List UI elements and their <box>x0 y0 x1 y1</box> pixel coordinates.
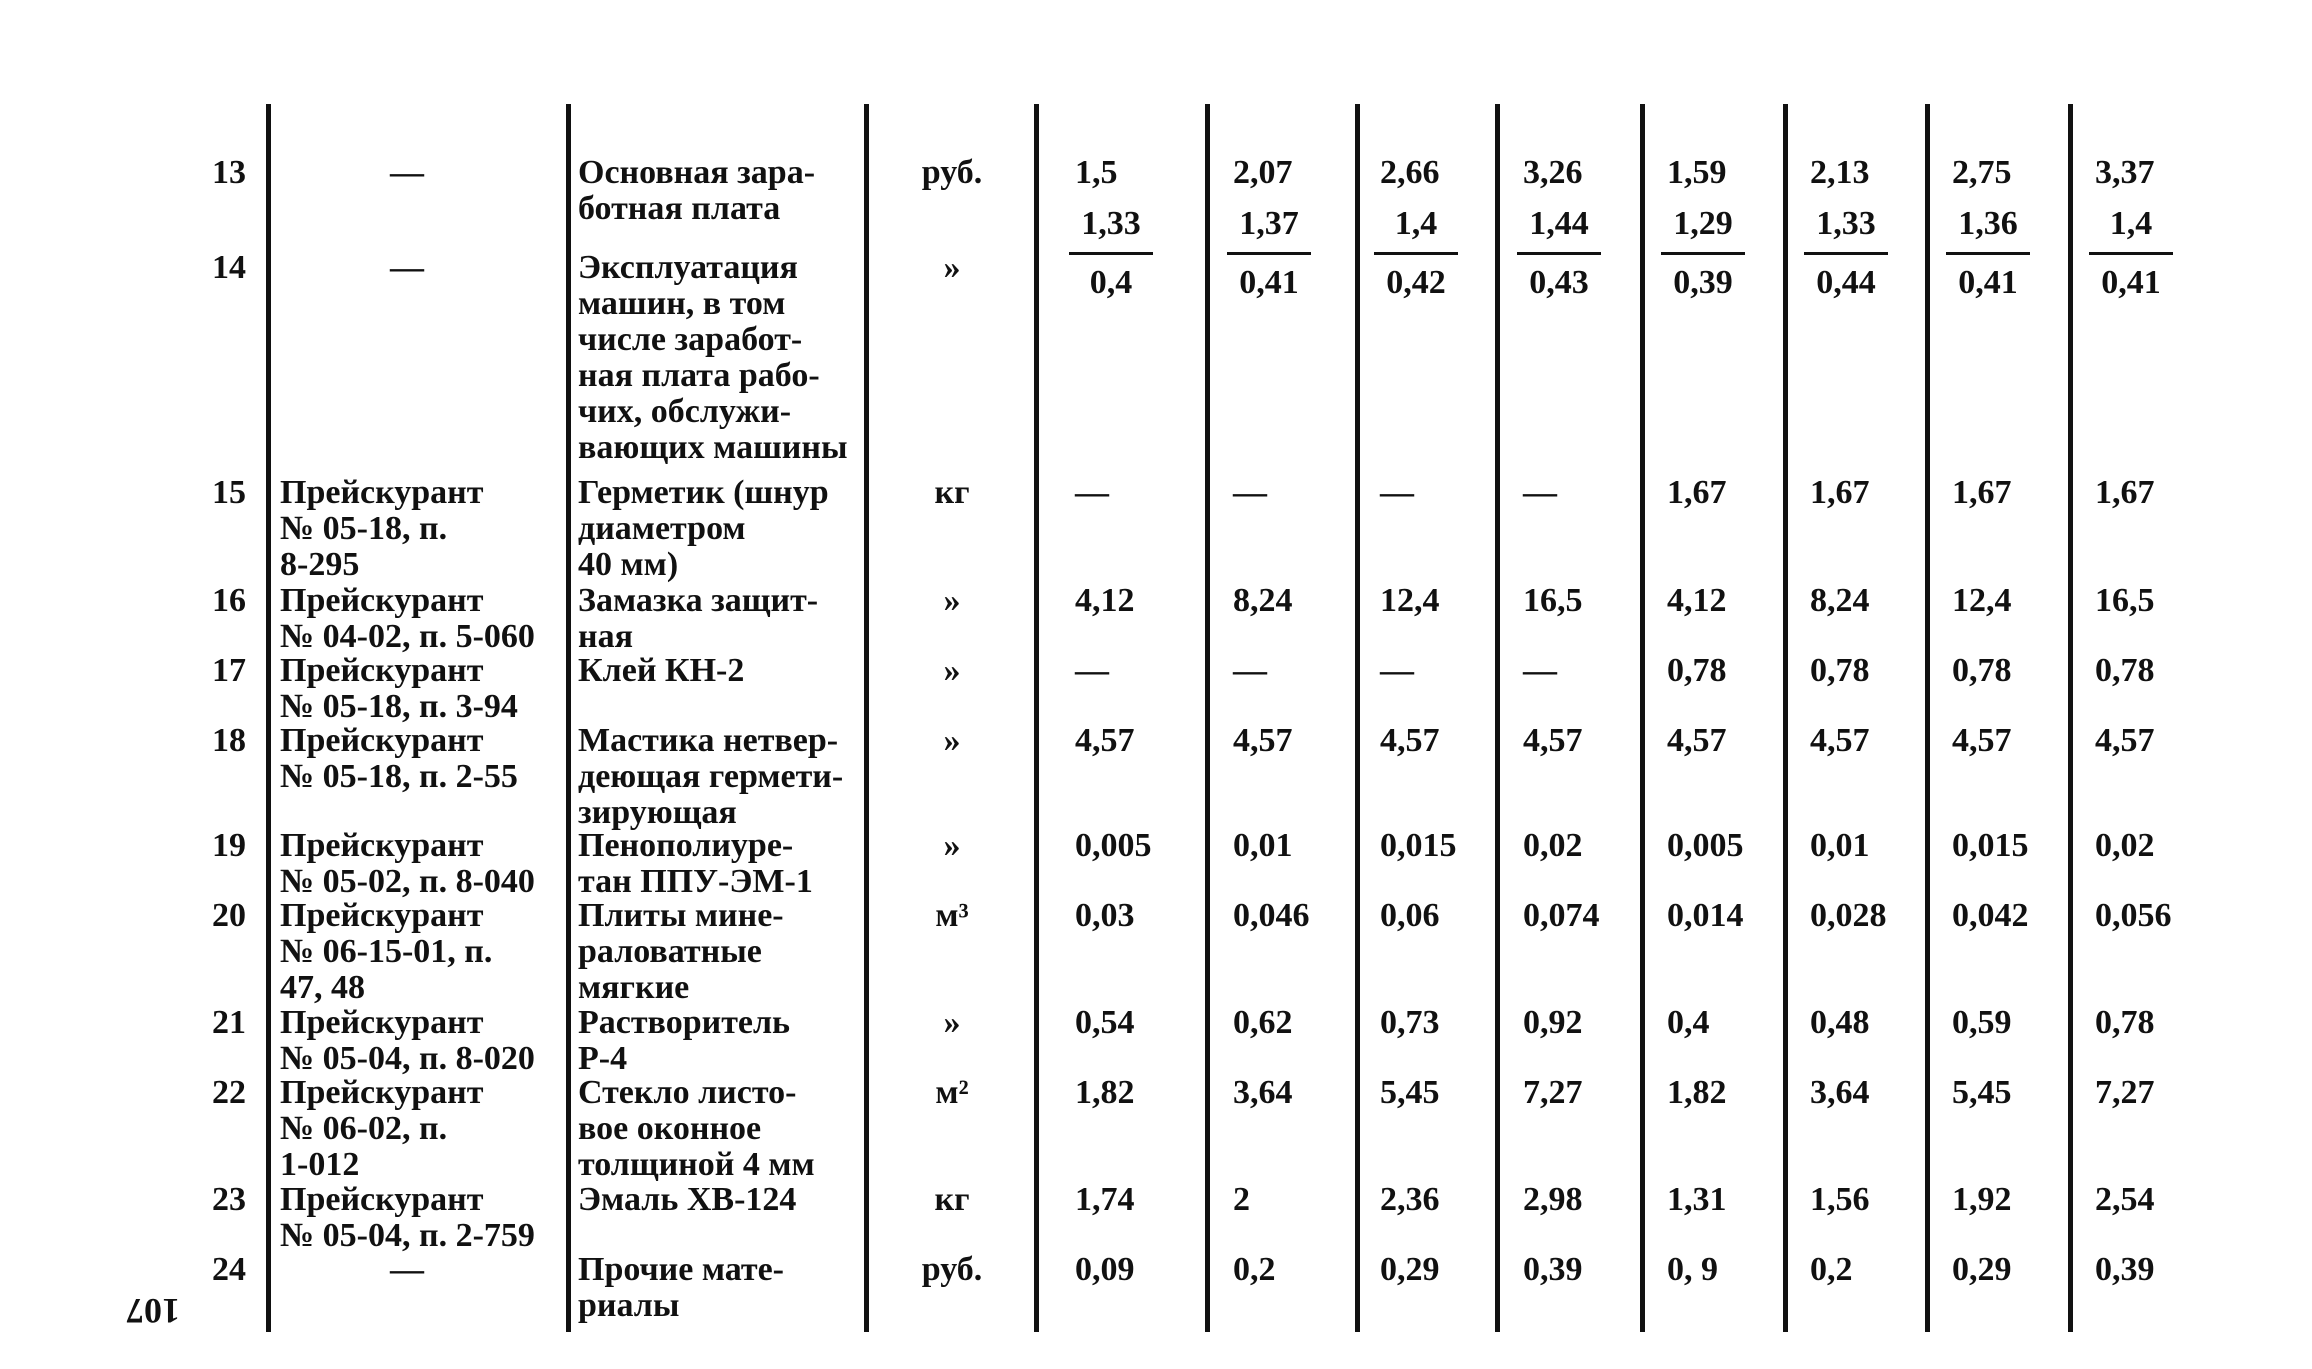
unit-cell: » <box>943 652 961 689</box>
fraction-bar <box>2089 252 2173 255</box>
source-line: № 05-04, п. 2-759 <box>280 1217 535 1254</box>
value-cell: — <box>1380 652 1414 689</box>
value-cell: 2 <box>1233 1181 1250 1218</box>
value-cell: 0,78 <box>2095 1004 2155 1041</box>
row-number: 17 <box>212 652 246 689</box>
value-cell: 1,5 <box>1075 154 1118 191</box>
value-cell: 4,57 <box>2095 722 2155 759</box>
column-rule <box>266 104 271 1332</box>
value-cell: 1,31 <box>1667 1181 1727 1218</box>
fraction-numerator: 1,4 <box>1394 205 1438 242</box>
value-cell: 7,27 <box>1523 1074 1583 1111</box>
fraction-numerator: 1,29 <box>1673 205 1733 242</box>
column-rule <box>1205 104 1210 1332</box>
item-name-line: раловатные <box>578 933 762 970</box>
value-cell: 0,48 <box>1810 1004 1870 1041</box>
value-cell: 0,09 <box>1075 1251 1135 1288</box>
value-cell: 0,028 <box>1810 897 1887 934</box>
value-cell: 0,78 <box>1952 652 2012 689</box>
row-number: 22 <box>212 1074 246 1111</box>
source-line: 47, 48 <box>280 969 365 1006</box>
value-cell: 7,27 <box>2095 1074 2155 1111</box>
item-name-line: Основная зара- <box>578 154 816 191</box>
value-cell: 4,57 <box>1523 722 1583 759</box>
item-name-line: деющая гермети- <box>578 758 844 795</box>
value-cell: 0,78 <box>1667 652 1727 689</box>
item-name-line: Мастика нетвер- <box>578 722 839 759</box>
item-name-line: Замазка защит- <box>578 582 819 619</box>
unit-cell: » <box>943 1004 961 1041</box>
fraction-bar <box>1517 252 1601 255</box>
value-cell: 16,5 <box>2095 582 2155 619</box>
value-cell: 3,26 <box>1523 154 1583 191</box>
value-cell: 1,67 <box>1810 474 1870 511</box>
value-cell: 0,59 <box>1952 1004 2012 1041</box>
source-line: — <box>390 154 424 191</box>
unit-cell: руб. <box>921 154 983 191</box>
value-cell: 0,54 <box>1075 1004 1135 1041</box>
item-name-line: Герметик (шнур <box>578 474 829 511</box>
fraction-cell <box>2083 206 2179 301</box>
value-cell: 0, 9 <box>1667 1251 1718 1288</box>
fraction-cell <box>1798 206 1894 301</box>
value-cell: 0,042 <box>1952 897 2029 934</box>
source-line: № 05-18, п. 2-55 <box>280 758 518 795</box>
column-rule <box>1034 104 1039 1332</box>
row-number: 23 <box>212 1181 246 1218</box>
item-name-line: вающих машины <box>578 429 848 466</box>
item-name-line: Растворитель <box>578 1004 791 1041</box>
source-line: № 05-04, п. 8-020 <box>280 1040 535 1077</box>
value-cell: 0,02 <box>2095 827 2155 864</box>
unit-cell: » <box>943 582 961 619</box>
value-cell: 4,12 <box>1075 582 1135 619</box>
value-cell: 2,13 <box>1810 154 1870 191</box>
source-line: Прейскурант <box>280 652 484 689</box>
value-cell: 1,82 <box>1075 1074 1135 1111</box>
value-cell: 2,66 <box>1380 154 1440 191</box>
value-cell: 0,015 <box>1380 827 1457 864</box>
value-cell: 3,64 <box>1810 1074 1870 1111</box>
item-name-line: ботная плата <box>578 190 781 227</box>
row-number: 13 <box>212 154 246 191</box>
item-name-line: Стекло листо- <box>578 1074 797 1111</box>
item-name-line: Плиты мине- <box>578 897 784 934</box>
unit-cell: » <box>943 827 961 864</box>
source-line: № 04-02, п. 5-060 <box>280 618 535 655</box>
column-rule <box>864 104 869 1332</box>
item-name-line: риалы <box>578 1287 680 1324</box>
value-cell: — <box>1523 474 1557 511</box>
fraction-bar <box>1804 252 1888 255</box>
row-number: 18 <box>212 722 246 759</box>
value-cell: 0,01 <box>1233 827 1293 864</box>
value-cell: 4,12 <box>1667 582 1727 619</box>
row-number: 21 <box>212 1004 246 1041</box>
value-cell: 1,92 <box>1952 1181 2012 1218</box>
value-cell: 1,67 <box>1952 474 2012 511</box>
fraction-cell <box>1063 206 1159 301</box>
fraction-denominator: 0,43 <box>1529 264 1589 301</box>
source-line: 1-012 <box>280 1146 360 1183</box>
value-cell: 4,57 <box>1075 722 1135 759</box>
fraction-numerator: 1,44 <box>1529 205 1589 242</box>
item-name-line: вое оконное <box>578 1110 762 1147</box>
column-rule <box>1355 104 1360 1332</box>
value-cell: 4,57 <box>1380 722 1440 759</box>
source-line: Прейскурант <box>280 722 484 759</box>
unit-cell: м² <box>935 1074 969 1111</box>
unit-cell: кг <box>934 474 970 511</box>
value-cell: 5,45 <box>1952 1074 2012 1111</box>
source-line: Прейскурант <box>280 1181 484 1218</box>
fraction-cell <box>1655 206 1751 301</box>
value-cell: 5,45 <box>1380 1074 1440 1111</box>
item-name-line: числе заработ- <box>578 321 803 358</box>
value-cell: 0,02 <box>1523 827 1583 864</box>
source-line: Прейскурант <box>280 1074 484 1111</box>
column-rule <box>1925 104 1930 1332</box>
value-cell: 0,046 <box>1233 897 1310 934</box>
value-cell: — <box>1233 652 1267 689</box>
column-rule <box>1495 104 1500 1332</box>
source-line: № 05-02, п. 8-040 <box>280 863 535 900</box>
value-cell: 12,4 <box>1952 582 2012 619</box>
fraction-denominator: 0,41 <box>2101 264 2161 301</box>
fraction-denominator: 0,39 <box>1673 264 1733 301</box>
value-cell: 0,78 <box>1810 652 1870 689</box>
item-name-line: ная плата рабо- <box>578 357 820 394</box>
item-name-line: машин, в том <box>578 285 786 322</box>
fraction-bar <box>1227 252 1311 255</box>
item-name-line: 40 мм) <box>578 546 679 583</box>
item-name-line: Клей КН-2 <box>578 652 745 689</box>
item-name-line: Эксплуатация <box>578 249 798 286</box>
value-cell: 1,67 <box>1667 474 1727 511</box>
unit-cell: руб. <box>921 1251 983 1288</box>
value-cell: 0,014 <box>1667 897 1744 934</box>
value-cell: 0,01 <box>1810 827 1870 864</box>
column-rule <box>1783 104 1788 1332</box>
value-cell: — <box>1380 474 1414 511</box>
source-line: № 05-18, п. <box>280 510 448 547</box>
value-cell: 0,06 <box>1380 897 1440 934</box>
value-cell: 0,074 <box>1523 897 1600 934</box>
source-line: Прейскурант <box>280 474 484 511</box>
item-name-line: ная <box>578 618 633 655</box>
value-cell: — <box>1075 652 1109 689</box>
value-cell: 4,57 <box>1810 722 1870 759</box>
value-cell: 0,78 <box>2095 652 2155 689</box>
value-cell: 0,39 <box>2095 1251 2155 1288</box>
item-name-line: диаметром <box>578 510 746 547</box>
value-cell: 8,24 <box>1810 582 1870 619</box>
fraction-numerator: 1,33 <box>1081 205 1141 242</box>
source-line: № 06-02, п. <box>280 1110 448 1147</box>
value-cell: 0,015 <box>1952 827 2029 864</box>
fraction-numerator: 1,33 <box>1816 205 1876 242</box>
value-cell: 0,29 <box>1952 1251 2012 1288</box>
value-cell: 4,57 <box>1952 722 2012 759</box>
fraction-bar <box>1661 252 1745 255</box>
value-cell: 0,4 <box>1667 1004 1710 1041</box>
unit-cell: кг <box>934 1181 970 1218</box>
item-name-line: Р-4 <box>578 1040 628 1077</box>
value-cell: 4,57 <box>1667 722 1727 759</box>
row-number: 15 <box>212 474 246 511</box>
column-rule <box>566 104 571 1332</box>
source-line: № 05-18, п. 3-94 <box>280 688 518 725</box>
fraction-denominator: 0,41 <box>1239 264 1299 301</box>
unit-cell: » <box>943 722 961 759</box>
fraction-denominator: 0,42 <box>1386 264 1446 301</box>
value-cell: 1,56 <box>1810 1181 1870 1218</box>
fraction-bar <box>1374 252 1458 255</box>
source-line: Прейскурант <box>280 582 484 619</box>
fraction-cell <box>1221 206 1317 301</box>
item-name-line: тан ППУ-ЭМ-1 <box>578 863 813 900</box>
fraction-cell <box>1511 206 1607 301</box>
value-cell: 1,82 <box>1667 1074 1727 1111</box>
value-cell: 1,67 <box>2095 474 2155 511</box>
value-cell: 0,2 <box>1810 1251 1853 1288</box>
value-cell: 1,59 <box>1667 154 1727 191</box>
row-number: 24 <box>212 1251 246 1288</box>
value-cell: 2,98 <box>1523 1181 1583 1218</box>
fraction-denominator: 0,4 <box>1089 264 1133 301</box>
row-number: 20 <box>212 897 246 934</box>
fraction-bar <box>1069 252 1153 255</box>
item-name-line: толщиной 4 мм <box>578 1146 815 1183</box>
item-name-line: мягкие <box>578 969 690 1006</box>
source-line: № 06-15-01, п. <box>280 933 493 970</box>
value-cell: 0,29 <box>1380 1251 1440 1288</box>
value-cell: — <box>1523 652 1557 689</box>
value-cell: 2,07 <box>1233 154 1293 191</box>
unit-cell: м³ <box>935 897 969 934</box>
source-line: — <box>390 1251 424 1288</box>
fraction-bar <box>1946 252 2030 255</box>
value-cell: — <box>1233 474 1267 511</box>
value-cell: 3,64 <box>1233 1074 1293 1111</box>
value-cell: 1,74 <box>1075 1181 1135 1218</box>
fraction-cell <box>1368 206 1464 301</box>
value-cell: 8,24 <box>1233 582 1293 619</box>
row-number: 19 <box>212 827 246 864</box>
value-cell: 0,056 <box>2095 897 2172 934</box>
source-line: — <box>390 249 424 286</box>
value-cell: 2,75 <box>1952 154 2012 191</box>
source-line: 8-295 <box>280 546 360 583</box>
value-cell: 16,5 <box>1523 582 1583 619</box>
fraction-cell <box>1940 206 2036 301</box>
item-name-line: чих, обслужи- <box>578 393 792 430</box>
item-name-line: зирующая <box>578 794 737 831</box>
item-name-line: Пенополиуре- <box>578 827 794 864</box>
value-cell: 0,73 <box>1380 1004 1440 1041</box>
row-number: 16 <box>212 582 246 619</box>
column-rule <box>2068 104 2073 1332</box>
fraction-numerator: 1,37 <box>1239 205 1299 242</box>
item-name-line: Прочие мате- <box>578 1251 784 1288</box>
fraction-numerator: 1,4 <box>2109 205 2153 242</box>
value-cell: 0,005 <box>1075 827 1152 864</box>
fraction-denominator: 0,41 <box>1958 264 2018 301</box>
page-number: 107 <box>126 1291 180 1331</box>
source-line: Прейскурант <box>280 1004 484 1041</box>
value-cell: 0,62 <box>1233 1004 1293 1041</box>
value-cell: 12,4 <box>1380 582 1440 619</box>
value-cell: 0,005 <box>1667 827 1744 864</box>
value-cell: 0,92 <box>1523 1004 1583 1041</box>
value-cell: 2,54 <box>2095 1181 2155 1218</box>
item-name-line: Эмаль ХВ-124 <box>578 1181 797 1218</box>
value-cell: 2,36 <box>1380 1181 1440 1218</box>
value-cell: 0,03 <box>1075 897 1135 934</box>
value-cell: — <box>1075 474 1109 511</box>
value-cell: 4,57 <box>1233 722 1293 759</box>
source-line: Прейскурант <box>280 827 484 864</box>
fraction-numerator: 1,36 <box>1958 205 2018 242</box>
fraction-denominator: 0,44 <box>1816 264 1876 301</box>
value-cell: 3,37 <box>2095 154 2155 191</box>
row-number: 14 <box>212 249 246 286</box>
value-cell: 0,2 <box>1233 1251 1276 1288</box>
source-line: Прейскурант <box>280 897 484 934</box>
column-rule <box>1640 104 1645 1332</box>
unit-cell: » <box>943 249 961 286</box>
value-cell: 0,39 <box>1523 1251 1583 1288</box>
